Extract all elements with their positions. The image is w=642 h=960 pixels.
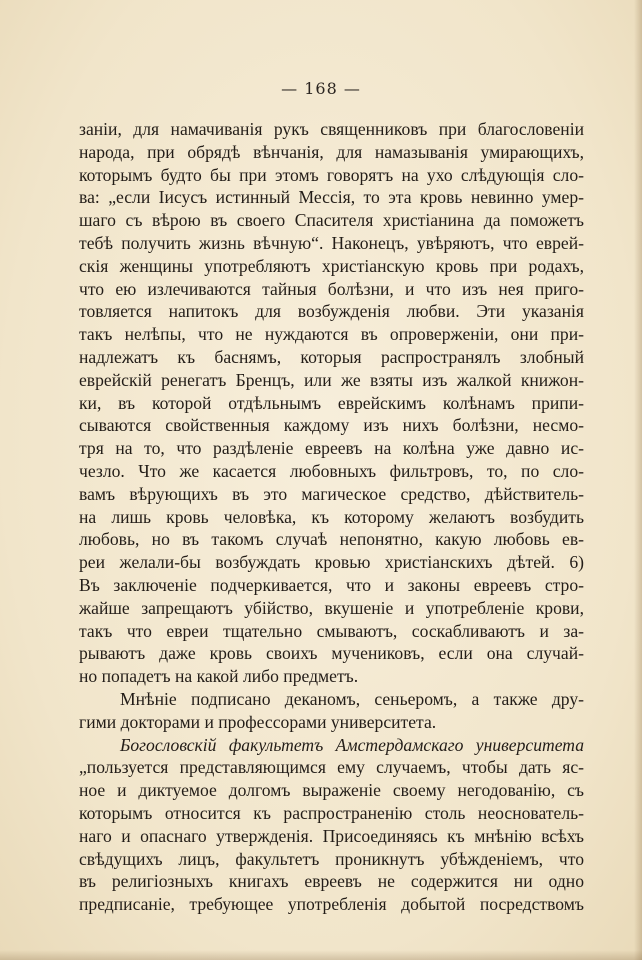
text-line: „пользуется представляющимся ему случаемъ, чтобы дать яс-: [79, 757, 584, 778]
text-line: вамъ вѣрующихъ въ это магическое средство, дѣйствитель-: [79, 483, 584, 504]
text-line: тря на то, что раздѣленіе евреевъ на колѣна уже давно ис-: [79, 438, 584, 459]
body-text: [79, 118, 584, 916]
text-line: реи желали-бы возбуждать кровью христіанскихъ дѣтей. 6): [79, 552, 584, 573]
text-line: наго и опаснаго утвержденія. Присоединяясь къ мнѣнію всѣхъ: [79, 825, 584, 846]
text-line: шаго съ вѣрою въ своего Спасителя христіанина да поможетъ: [79, 210, 584, 231]
text-line: еврейскій ренегатъ Бренцъ, или же взяты изъ жалкой книжон-: [79, 369, 584, 390]
text-line: жайше запрещаютъ убійство, вкушеніе и употребленіе крови,: [79, 597, 584, 618]
page-edge-shadow-bottom: [0, 950, 642, 960]
text-line: свѣдущихъ лицъ, факультетъ проникнутъ убѣжденіемъ, что: [79, 848, 584, 869]
text-line: чезло. Что же касается любовныхъ фильтровъ, то, по сло-: [79, 460, 584, 481]
text-line: на лишь кровь человѣка, къ которому желаютъ возбудить: [79, 506, 584, 527]
text-line: гими докторами и профессорами университета.: [79, 711, 437, 732]
text-line: рываютъ даже кровь своихъ мучениковъ, если она случай-: [79, 643, 584, 664]
page-number: — 168 —: [281, 79, 361, 98]
text-line: заніи, для намачиванія рукъ священниковъ при благословеніи: [79, 119, 584, 139]
text-line: предписаніе, требующее употребленія добытой посредствомъ: [79, 894, 584, 915]
text-line: тебѣ получить жизнь вѣчную“. Наконецъ, увѣряютъ, что еврей-: [79, 232, 584, 253]
text-line: но попадетъ на какой либо предметъ.: [79, 666, 359, 687]
text-line: что ею излечиваются тайныя болѣзни, и что изъ нея приго-: [79, 278, 584, 299]
text-line: надлежатъ къ баснямъ, которыя распространялъ злобный: [79, 346, 584, 367]
text-line: народа, при обрядѣ вѣнчанія, для намазыванія умирающихъ,: [79, 141, 584, 162]
text-line: такъ что евреи тщательно смываютъ, соскабливаютъ и за-: [79, 620, 584, 641]
text-line: сываются свойственныя каждому изъ нихъ болѣзни, несмо-: [79, 415, 584, 436]
page-edge-shadow-right: [634, 0, 642, 960]
text-line: товляется напитокъ для возбужденія любви. Эти указанія: [79, 301, 584, 322]
text-line: которымъ будто бы при этомъ говорятъ на ухо слѣдующія сло-: [79, 164, 584, 185]
text-line: въ религіозныхъ книгахъ евреевъ не содержится ни одно: [79, 871, 584, 892]
text-line: скія женщины употребляютъ христіанскую кровь при родахъ,: [79, 255, 584, 276]
text-line: которымъ относится къ распространенію столь неоснователь-: [79, 802, 584, 823]
text-line: Мнѣніе подписано деканомъ, сеньеромъ, а также дру-: [120, 688, 584, 709]
text-line: ки, въ которой отдѣльнымъ еврейскимъ колѣнамъ припи-: [79, 392, 584, 413]
text-line: такъ нелѣпы, что не нуждаются въ опроверженіи, они при-: [79, 324, 584, 345]
text-line: Богословскій факультетъ Амстердамскаго университета: [120, 734, 584, 755]
text-line: любовь, но въ такомъ случаѣ непонятно, какую любовь ев-: [79, 529, 584, 550]
text-line: ва: „если Іисусъ истинный Мессія, то эта кровь невинно умер-: [79, 187, 584, 208]
text-line: ное и диктуемое долгомъ выраженіе своему негодованію, съ: [79, 780, 584, 801]
text-line: Въ заключеніе подчеркивается, что и законы евреевъ стро-: [79, 574, 584, 595]
